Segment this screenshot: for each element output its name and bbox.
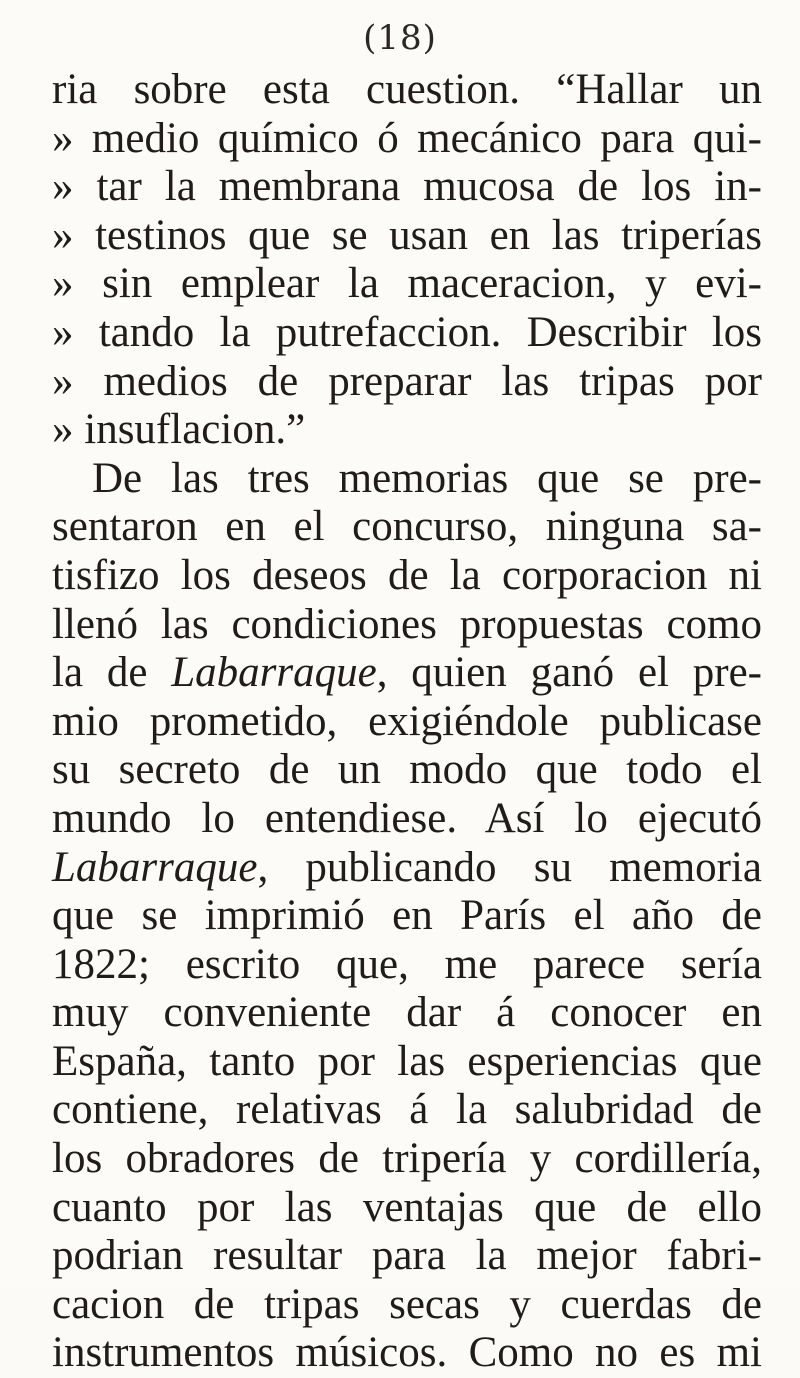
text-line: De las tres memorias que se pre- <box>92 454 762 502</box>
text-line: podrian resultar para la mejor fabri- <box>52 1232 762 1280</box>
text-line: que se imprimió en París el año de <box>52 892 762 940</box>
page-number: (18) <box>363 18 437 58</box>
text-line: cacion de tripas secas y cuerdas de <box>52 1280 762 1328</box>
italic-name: Labarraque <box>171 649 377 697</box>
text-line: su secreto de un modo que todo el <box>52 746 762 794</box>
text-line: instrumentos músicos. Como no es mi <box>52 1329 762 1377</box>
text-line: mundo lo entendiese. Así lo ejecutó <box>52 794 762 842</box>
text-line: » sin emplear la maceracion, y evi- <box>52 260 762 308</box>
text-line: » tando la putrefaccion. Describir los <box>52 308 762 356</box>
text-line: contiene, relativas á la salubridad de <box>52 1086 762 1134</box>
text-line: 1822; escrito que, me parece sería <box>52 940 762 988</box>
text-line: » tar la membrana mucosa de los in- <box>52 163 762 211</box>
text-line <box>52 844 762 893</box>
text-line <box>52 649 762 698</box>
text-line: sentaron en el concurso, ninguna sa- <box>52 503 762 551</box>
text-line: tisfizo los deseos de la corporacion ni <box>52 551 762 599</box>
body-text <box>52 66 762 1378</box>
text-line: » medio químico ó mecánico para qui- <box>52 114 762 162</box>
text-line: ria sobre esta cuestion. “Hallar un <box>52 66 762 113</box>
text-line: mio prometido, exigiéndole publicase <box>52 697 762 745</box>
text-line: » testinos que se usan en las triperías <box>52 211 762 259</box>
text-line: los obradores de tripería y cordillería, <box>52 1135 762 1183</box>
text-segment: , publicando su memoria <box>257 843 762 891</box>
text-line: España, tanto por las esperiencias que <box>52 1037 762 1085</box>
italic-name: Labarraque <box>52 843 258 891</box>
text-line: llenó las condiciones propuestas como <box>52 600 762 648</box>
text-line: muy conveniente dar á conocer en <box>52 989 762 1037</box>
text-line: » medios de preparar las tripas por <box>52 357 762 405</box>
text-segment: , quien ganó el pre- <box>376 649 762 697</box>
text-line: » insuflacion.” <box>52 406 306 454</box>
text-line: cuanto por las ventajas que de ello <box>52 1183 762 1231</box>
text-segment: la de <box>52 649 148 697</box>
